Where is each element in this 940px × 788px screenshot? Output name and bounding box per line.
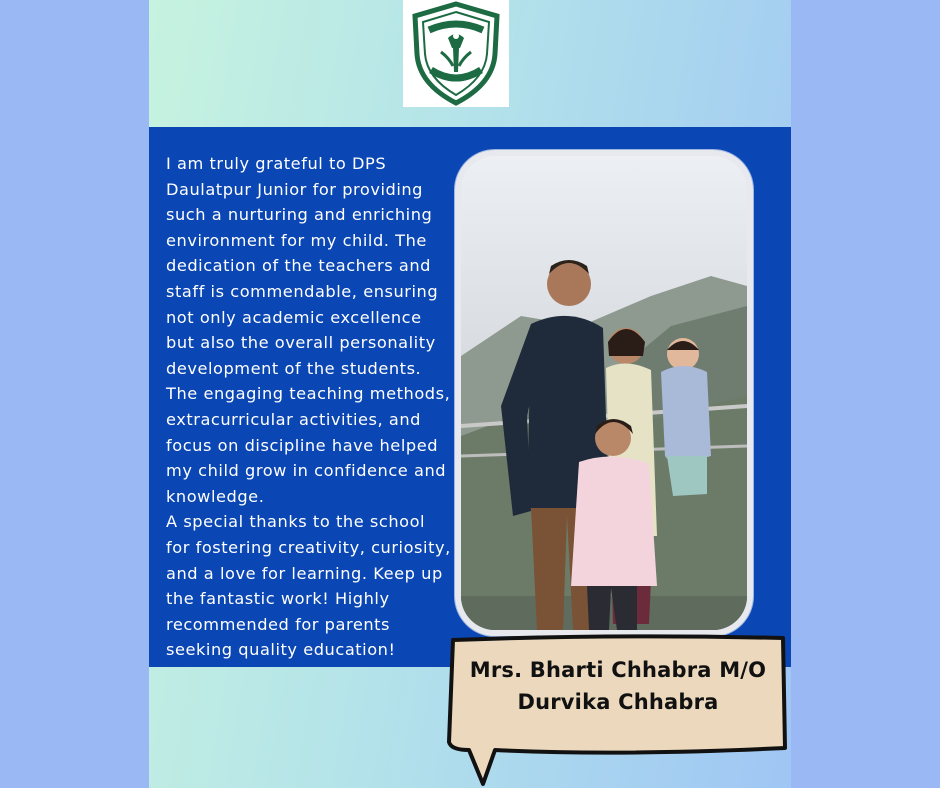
attribution-line-1: Mrs. Bharti Chhabra M/O — [469, 658, 767, 682]
school-logo — [403, 0, 509, 107]
family-photo-icon — [461, 156, 747, 630]
testimonial-panel — [149, 127, 791, 667]
attribution-text — [463, 654, 773, 718]
testimonial-poster — [149, 0, 791, 788]
attribution-line-2: Durvika Chhabra — [517, 690, 719, 714]
photo-frame — [455, 150, 753, 636]
testimonial-text: I am truly grateful to DPS Daulatpur Junior for providing such a nurturing and enriching environment for my child. The dedication of the teachers and staff is commendable, ensuring not only academic excellence but also the overall personality development of the students. The engaging teaching methods, extracurricular activities, and focus on discipline have helped my child grow in confidence and knowledge. A special thanks to the school for fostering creativity, curiosity, and a love for learning. Keep up the fantastic work! Highly recommended for parents seeking quality education! — [166, 154, 451, 660]
family-photo — [461, 156, 747, 630]
attribution-bubble — [439, 632, 791, 788]
school-crest-icon — [403, 0, 509, 107]
